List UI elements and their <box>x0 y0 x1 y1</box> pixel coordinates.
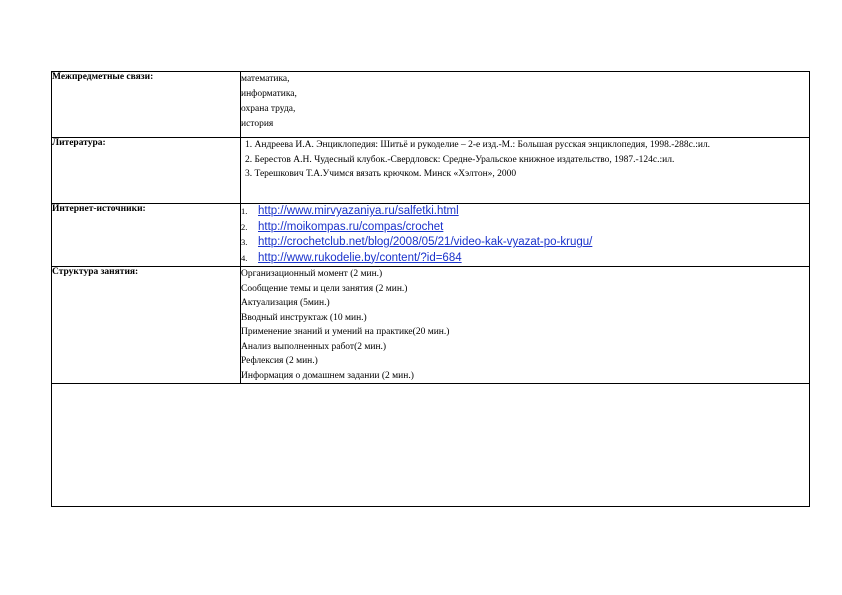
internet-label: Интернет-источники: <box>52 204 241 267</box>
literature-item: 3. Терешкович Т.А.Учимся вязать крючком. Минск «Хэлтон», 2000 <box>245 169 517 179</box>
structure-label: Структура занятия: <box>52 267 241 384</box>
link-crochetclub[interactable]: http://crochetclub.net/blog/2008/05/21/video-kak-vyazat-po-krugu/ <box>258 236 593 248</box>
connections-label: Межпредметные связи: <box>52 72 241 138</box>
empty-cell <box>52 384 810 507</box>
internet-value <box>241 204 810 267</box>
link-number: 1. <box>241 206 248 216</box>
row-literature <box>52 138 810 204</box>
link-item <box>241 251 809 267</box>
structure-value <box>241 267 810 384</box>
literature-label: Литература: <box>52 138 241 204</box>
row-empty <box>52 384 810 507</box>
link-mirvyazaniya[interactable]: http://www.mirvyazaniya.ru/salfetki.html <box>258 205 459 217</box>
connection-item: информатика, <box>241 89 297 99</box>
link-number: 2. <box>241 221 248 232</box>
structure-item: Организационный момент (2 мин.) <box>241 269 383 279</box>
structure-item: Информация о домашнем задании (2 мин.) <box>241 370 414 381</box>
link-item <box>241 220 809 236</box>
connection-item: охрана труда, <box>241 104 296 114</box>
structure-item: Сообщение темы и цели занятия (2 мин.) <box>241 283 408 294</box>
structure-item: Вводный инструктаж (10 мин.) <box>241 312 367 323</box>
connection-item: история <box>241 119 274 129</box>
literature-item: 2. Берестов А.Н. Чудесный клубок.-Свердловск: Средне-Уральское книжное издательство, 1987.-124с.:ил. <box>245 154 675 165</box>
link-moikompas[interactable]: http://moikompas.ru/compas/crochet <box>258 220 444 233</box>
lesson-plan-table <box>51 71 810 507</box>
literature-value <box>241 138 810 204</box>
row-connections <box>52 72 810 138</box>
structure-item: Рефлексия (2 мин.) <box>241 356 318 366</box>
structure-item: Анализ выполненных работ(2 мин.) <box>241 341 387 352</box>
connections-value <box>241 72 810 138</box>
link-rukodelie[interactable]: http://www.rukodelie.by/content/?id=684 <box>258 251 462 264</box>
structure-item: Актуализация (5мин.) <box>241 298 330 308</box>
link-number: 3. <box>241 237 248 247</box>
row-structure <box>52 267 810 384</box>
link-item <box>241 204 809 220</box>
link-number: 4. <box>241 252 248 263</box>
link-item <box>241 235 809 251</box>
structure-item: Применение знаний и умений на практике(20 мин.) <box>241 327 450 337</box>
row-internet <box>52 204 810 267</box>
link-list <box>241 204 809 266</box>
literature-item: 1. Андреева И.А. Энциклопедия: Шитьё и рукоделие – 2-е изд.-М.: Большая русская энциклопедия, 1998.-288с.:ил. <box>245 140 711 150</box>
connection-item: математика, <box>241 74 290 84</box>
